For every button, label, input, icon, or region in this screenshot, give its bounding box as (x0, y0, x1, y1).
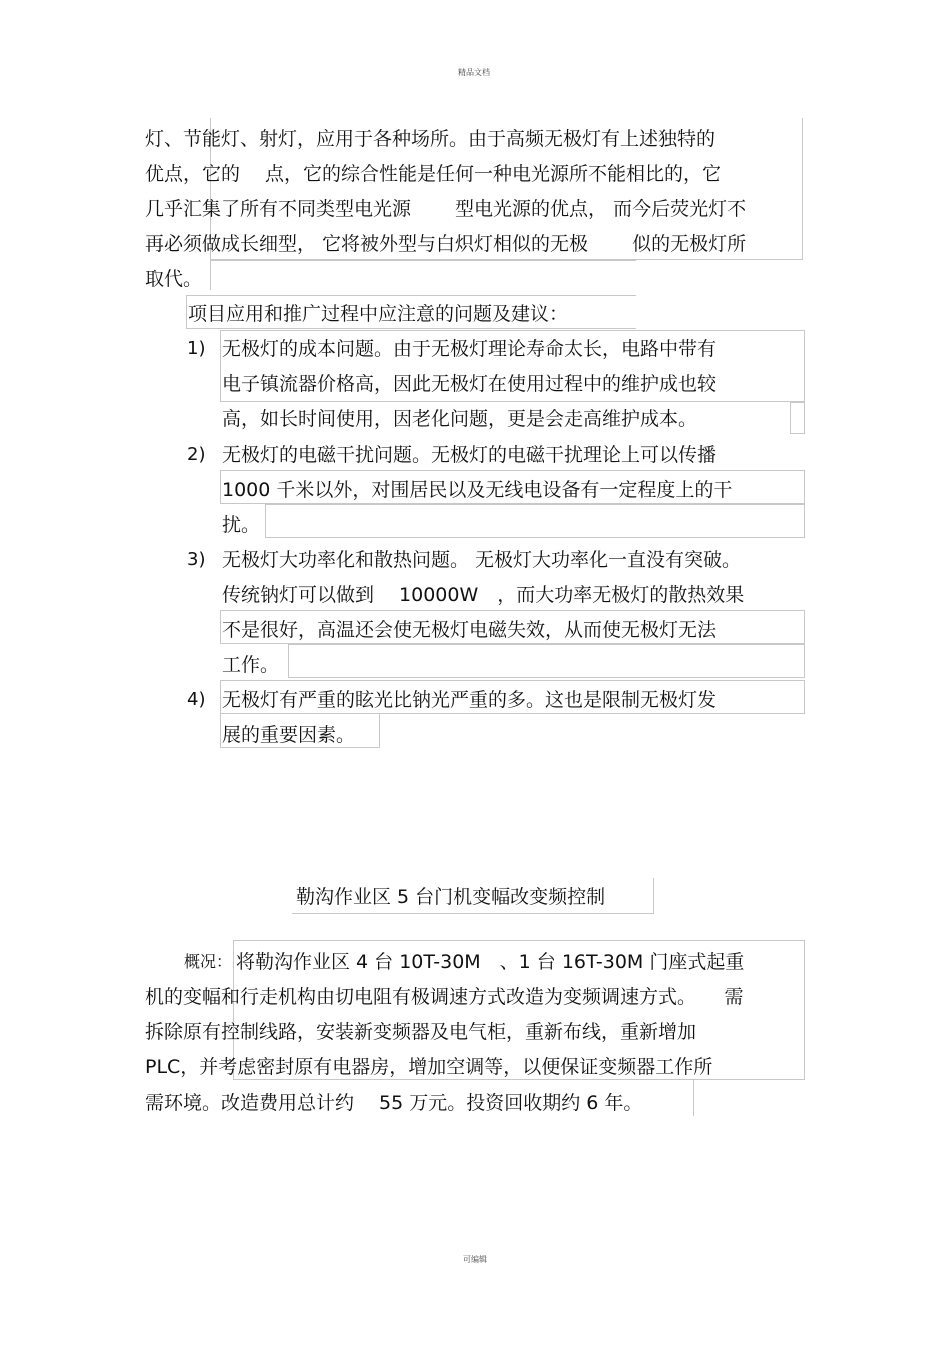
list-number: 4) (187, 689, 206, 710)
list-line: 无极灯的成本问题。由于无极灯理论寿命太长，电路中带有 (222, 338, 717, 360)
issues-heading: 项目应用和推广过程中应注意的问题及建议： (188, 303, 569, 325)
list-line: 无极灯有严重的眩光比钠光严重的多。这也是限制无极灯发 (222, 689, 717, 711)
list-line: 工作。 (222, 654, 280, 676)
list-line: 电子镇流器价格高，因此无极灯在使用过程中的维护成也较 (222, 373, 717, 395)
list-line: 高，如长时间使用，因老化问题，更是会走高维护成本。 (222, 408, 698, 430)
overview-line: 机的变幅和行走机构由切电阻有极调速方式改造为变频调速方式。 需 (145, 986, 744, 1008)
frame-item2-tail (265, 504, 805, 538)
list-number: 1) (187, 338, 206, 359)
page-footer: 可编辑 (463, 1255, 487, 1264)
intro-line: 灯、节能灯、射灯，应用于各种场所。由于高频无极灯有上述独特的 (145, 128, 716, 150)
intro-line: 优点，它的 点，它的综合性能是任何一种电光源所不能相比的，它 (145, 163, 722, 185)
frame-intro-end (210, 260, 636, 290)
list-number: 2) (187, 444, 206, 465)
list-line: 传统钠灯可以做到 10000W ，而大功率无极灯的散热效果 (222, 584, 745, 606)
overview-label: 概况： (184, 952, 233, 971)
overview-line: 拆除原有控制线路，安装新变频器及电气柜，重新布线，重新增加 (145, 1021, 697, 1043)
frame-item1-tail (790, 402, 805, 434)
intro-line: 几乎汇集了所有不同类型电光源 型电光源的优点， 而今后荧光灯不 (145, 198, 747, 220)
frame-item3-tail (288, 644, 805, 678)
list-line: 扰。 (222, 514, 261, 536)
list-line: 无极灯的电磁干扰问题。无极灯的电磁干扰理论上可以传播 (222, 444, 717, 466)
list-line: 不是很好，高温还会使无极灯电磁失效，从而使无极灯无法 (222, 619, 717, 641)
section-title: 勒沟作业区 5 台门机变幅改变频控制 (296, 886, 606, 908)
intro-line: 再必须做成长细型， 它将被外型与白炽灯相似的无极 似的无极灯所 (145, 233, 747, 255)
overview-line: PLC，并考虑密封原有电器房，增加空调等，以便保证变频器工作所 (145, 1056, 713, 1078)
page-header: 精品文档 (458, 68, 490, 77)
list-line: 展的重要因素。 (222, 724, 356, 746)
overview-line: 需环境。改造费用总计约 55 万元。投资回收期约 6 年。 (145, 1092, 643, 1114)
list-line: 无极灯大功率化和散热问题。 无极灯大功率化一直没有突破。 (222, 549, 742, 571)
list-number: 3) (187, 549, 206, 570)
frame-overview-tail (693, 1080, 805, 1116)
overview-line: 将勒沟作业区 4 台 10T-30M 、1 台 16T-30M 门座式起重 (236, 951, 745, 973)
list-line: 1000 千米以外，对围居民以及无线电设备有一定程度上的干 (222, 479, 733, 501)
intro-line: 取代。 (145, 268, 203, 290)
